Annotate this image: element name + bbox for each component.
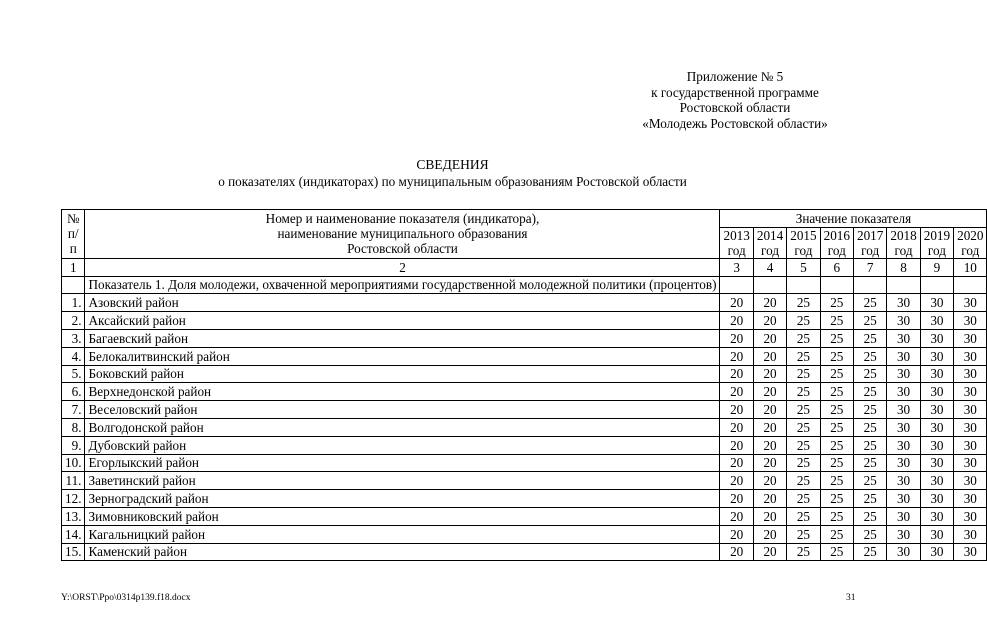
value-cell: 30 bbox=[954, 383, 987, 401]
year-header-cell: 2017 год bbox=[853, 227, 886, 258]
district-name: Кагальницкий район bbox=[85, 525, 720, 543]
value-cell: 30 bbox=[887, 329, 920, 347]
value-cell: 30 bbox=[920, 401, 953, 419]
column-number-cell: 9 bbox=[920, 258, 953, 276]
column-number-cell: 7 bbox=[853, 258, 886, 276]
value-cell: 25 bbox=[787, 365, 820, 383]
value-cell: 20 bbox=[720, 401, 753, 419]
value-cell: 25 bbox=[853, 436, 886, 454]
district-name: Зимовниковский район bbox=[85, 507, 720, 525]
value-cell: 25 bbox=[787, 454, 820, 472]
indicators-table bbox=[61, 209, 987, 561]
district-name: Каменский район bbox=[85, 543, 720, 561]
value-cell: 25 bbox=[853, 472, 886, 490]
value-cell: 30 bbox=[887, 490, 920, 508]
value-cell: 25 bbox=[853, 418, 886, 436]
value-cell: 25 bbox=[787, 543, 820, 561]
column-number-cell: 6 bbox=[820, 258, 853, 276]
year-header-cell: 2016 год bbox=[820, 227, 853, 258]
district-name: Зерноградский район bbox=[85, 490, 720, 508]
column-number-cell: 8 bbox=[887, 258, 920, 276]
district-name: Азовский район bbox=[85, 294, 720, 312]
value-cell: 30 bbox=[887, 525, 920, 543]
year-header-cell: 2014 год bbox=[753, 227, 786, 258]
value-cell: 30 bbox=[920, 312, 953, 330]
table-row bbox=[62, 401, 987, 419]
value-cell: 25 bbox=[820, 329, 853, 347]
district-name: Волгодонской район bbox=[85, 418, 720, 436]
value-cell: 30 bbox=[954, 436, 987, 454]
district-name: Егорлыкский район bbox=[85, 454, 720, 472]
value-cell: 25 bbox=[787, 294, 820, 312]
column-number-cell: 3 bbox=[720, 258, 753, 276]
table-row bbox=[62, 294, 987, 312]
indicator-title: Показатель 1. Доля молодежи, охваченной мероприятиями государственной молодежной политики (процентов) bbox=[85, 276, 720, 294]
value-cell: 25 bbox=[820, 454, 853, 472]
value-cell: 25 bbox=[853, 383, 886, 401]
value-cell: 20 bbox=[720, 383, 753, 401]
appendix-line: Ростовской области bbox=[679, 100, 791, 115]
indicator-num-cell bbox=[62, 276, 85, 294]
row-number: 7. bbox=[62, 401, 85, 419]
value-cell: 20 bbox=[720, 507, 753, 525]
value-cell: 30 bbox=[954, 507, 987, 525]
year-header-cell: 2020 год bbox=[954, 227, 987, 258]
value-cell: 20 bbox=[720, 418, 753, 436]
value-cell: 25 bbox=[853, 347, 886, 365]
value-cell: 25 bbox=[853, 507, 886, 525]
district-name: Веселовский район bbox=[85, 401, 720, 419]
value-cell: 20 bbox=[753, 383, 786, 401]
value-cell: 30 bbox=[920, 525, 953, 543]
table-row bbox=[62, 383, 987, 401]
value-cell: 20 bbox=[720, 365, 753, 383]
value-cell: 30 bbox=[887, 383, 920, 401]
row-number: 12. bbox=[62, 490, 85, 508]
value-cell: 25 bbox=[853, 294, 886, 312]
value-cell: 30 bbox=[887, 507, 920, 525]
table-row bbox=[62, 472, 987, 490]
footer-file-path: Y:\ORST\Ppo\0314p139.f18.docx bbox=[61, 593, 191, 603]
value-cell: 20 bbox=[753, 436, 786, 454]
document-title: СВЕДЕНИЯ bbox=[416, 157, 489, 172]
value-cell: 25 bbox=[787, 312, 820, 330]
year-header-cell: 2015 год bbox=[787, 227, 820, 258]
value-cell: 25 bbox=[820, 383, 853, 401]
value-cell: 25 bbox=[820, 365, 853, 383]
value-cell: 25 bbox=[787, 401, 820, 419]
value-cell: 30 bbox=[887, 365, 920, 383]
value-cell: 20 bbox=[753, 294, 786, 312]
row-number: 5. bbox=[62, 365, 85, 383]
appendix-line: Приложение № 5 bbox=[686, 69, 784, 84]
value-cell: 20 bbox=[753, 525, 786, 543]
district-name: Аксайский район bbox=[85, 312, 720, 330]
year-header-cell: 2013 год bbox=[720, 227, 753, 258]
value-cell: 30 bbox=[954, 472, 987, 490]
table-row bbox=[62, 543, 987, 561]
header-name: Номер и наименование показателя (индикатора), наименование муниципального образования Ростовской области bbox=[85, 210, 720, 259]
value-cell: 20 bbox=[720, 472, 753, 490]
value-cell: 30 bbox=[920, 329, 953, 347]
value-cell: 25 bbox=[820, 507, 853, 525]
column-number-cell: 5 bbox=[787, 258, 820, 276]
value-cell: 25 bbox=[820, 472, 853, 490]
value-cell: 25 bbox=[820, 347, 853, 365]
value-cell: 30 bbox=[920, 490, 953, 508]
value-cell: 30 bbox=[920, 347, 953, 365]
value-cell: 25 bbox=[853, 543, 886, 561]
row-number: 13. bbox=[62, 507, 85, 525]
value-cell: 20 bbox=[720, 543, 753, 561]
row-number: 6. bbox=[62, 383, 85, 401]
value-cell: 20 bbox=[720, 525, 753, 543]
district-name: Боковский район bbox=[85, 365, 720, 383]
value-cell: 25 bbox=[853, 490, 886, 508]
value-cell: 25 bbox=[853, 401, 886, 419]
value-cell: 25 bbox=[853, 454, 886, 472]
value-cell: 20 bbox=[753, 543, 786, 561]
district-name: Багаевский район bbox=[85, 329, 720, 347]
column-number-cell: 2 bbox=[85, 258, 720, 276]
value-cell: 20 bbox=[720, 294, 753, 312]
value-cell: 25 bbox=[820, 490, 853, 508]
appendix-block bbox=[600, 69, 870, 131]
value-cell: 30 bbox=[887, 347, 920, 365]
row-number: 1. bbox=[62, 294, 85, 312]
table-row bbox=[62, 490, 987, 508]
value-cell: 30 bbox=[954, 329, 987, 347]
value-cell: 20 bbox=[753, 507, 786, 525]
value-cell: 30 bbox=[887, 472, 920, 490]
district-name: Заветинский район bbox=[85, 472, 720, 490]
column-number-cell: 1 bbox=[62, 258, 85, 276]
table-row bbox=[62, 454, 987, 472]
value-cell: 30 bbox=[887, 418, 920, 436]
value-cell: 25 bbox=[853, 329, 886, 347]
row-number: 15. bbox=[62, 543, 85, 561]
value-cell: 20 bbox=[753, 454, 786, 472]
row-number: 9. bbox=[62, 436, 85, 454]
value-cell: 25 bbox=[787, 525, 820, 543]
value-cell: 30 bbox=[954, 294, 987, 312]
table-row bbox=[62, 365, 987, 383]
table-row bbox=[62, 329, 987, 347]
value-cell: 30 bbox=[920, 365, 953, 383]
value-cell: 20 bbox=[753, 329, 786, 347]
value-cell: 30 bbox=[920, 454, 953, 472]
value-cell: 25 bbox=[820, 543, 853, 561]
value-cell: 25 bbox=[787, 383, 820, 401]
value-cell: 30 bbox=[887, 454, 920, 472]
year-header-cell: 2018 год bbox=[887, 227, 920, 258]
table-row bbox=[62, 312, 987, 330]
value-cell: 25 bbox=[787, 507, 820, 525]
value-cell: 30 bbox=[954, 365, 987, 383]
value-cell: 30 bbox=[954, 525, 987, 543]
table-row bbox=[62, 507, 987, 525]
value-cell: 20 bbox=[753, 472, 786, 490]
value-cell: 30 bbox=[954, 490, 987, 508]
value-cell: 30 bbox=[954, 401, 987, 419]
table-row bbox=[62, 436, 987, 454]
value-cell: 20 bbox=[720, 436, 753, 454]
row-number: 14. bbox=[62, 525, 85, 543]
value-cell: 30 bbox=[920, 543, 953, 561]
value-cell: 30 bbox=[920, 507, 953, 525]
value-cell: 20 bbox=[720, 312, 753, 330]
appendix-line: к государственной программе bbox=[651, 84, 819, 100]
header-value: Значение показателя bbox=[720, 210, 987, 228]
value-cell: 25 bbox=[820, 401, 853, 419]
value-cell: 25 bbox=[787, 490, 820, 508]
value-cell: 25 bbox=[820, 525, 853, 543]
value-cell: 30 bbox=[954, 543, 987, 561]
table-row bbox=[62, 418, 987, 436]
value-cell: 20 bbox=[720, 454, 753, 472]
document-subtitle: о показателях (индикаторах) по муниципальным образованиям Ростовской области bbox=[218, 174, 687, 189]
value-cell: 25 bbox=[853, 365, 886, 383]
appendix-line: «Молодежь Ростовской области» bbox=[642, 115, 828, 131]
value-cell: 25 bbox=[853, 525, 886, 543]
value-cell: 25 bbox=[787, 329, 820, 347]
column-number-cell: 10 bbox=[954, 258, 987, 276]
value-cell: 25 bbox=[820, 312, 853, 330]
value-cell: 30 bbox=[920, 418, 953, 436]
table-row bbox=[62, 347, 987, 365]
row-number: 11. bbox=[62, 472, 85, 490]
value-cell: 25 bbox=[787, 347, 820, 365]
row-number: 3. bbox=[62, 329, 85, 347]
row-number: 2. bbox=[62, 312, 85, 330]
row-number: 4. bbox=[62, 347, 85, 365]
value-cell: 20 bbox=[753, 347, 786, 365]
table-row bbox=[62, 525, 987, 543]
value-cell: 30 bbox=[920, 472, 953, 490]
value-cell: 30 bbox=[920, 436, 953, 454]
value-cell: 30 bbox=[887, 312, 920, 330]
value-cell: 30 bbox=[887, 401, 920, 419]
value-cell: 25 bbox=[787, 418, 820, 436]
value-cell: 30 bbox=[887, 543, 920, 561]
value-cell: 30 bbox=[954, 454, 987, 472]
row-number: 8. bbox=[62, 418, 85, 436]
value-cell: 30 bbox=[954, 347, 987, 365]
value-cell: 30 bbox=[887, 436, 920, 454]
value-cell: 20 bbox=[753, 401, 786, 419]
column-number-cell: 4 bbox=[753, 258, 786, 276]
value-cell: 25 bbox=[853, 312, 886, 330]
value-cell: 20 bbox=[720, 329, 753, 347]
district-name: Дубовский район bbox=[85, 436, 720, 454]
value-cell: 30 bbox=[920, 383, 953, 401]
district-name: Верхнедонской район bbox=[85, 383, 720, 401]
value-cell: 20 bbox=[753, 312, 786, 330]
value-cell: 20 bbox=[720, 490, 753, 508]
value-cell: 25 bbox=[787, 436, 820, 454]
value-cell: 25 bbox=[820, 294, 853, 312]
value-cell: 25 bbox=[820, 436, 853, 454]
row-number: 10. bbox=[62, 454, 85, 472]
value-cell: 25 bbox=[820, 418, 853, 436]
value-cell: 20 bbox=[753, 490, 786, 508]
value-cell: 20 bbox=[753, 418, 786, 436]
header-num: № п/п bbox=[62, 210, 85, 259]
value-cell: 20 bbox=[720, 347, 753, 365]
value-cell: 25 bbox=[787, 472, 820, 490]
footer-page-number: 31 bbox=[846, 593, 856, 603]
value-cell: 30 bbox=[920, 294, 953, 312]
district-name: Белокалитвинский район bbox=[85, 347, 720, 365]
value-cell: 30 bbox=[887, 294, 920, 312]
value-cell: 30 bbox=[954, 312, 987, 330]
year-header-cell: 2019 год bbox=[920, 227, 953, 258]
value-cell: 20 bbox=[753, 365, 786, 383]
value-cell: 30 bbox=[954, 418, 987, 436]
